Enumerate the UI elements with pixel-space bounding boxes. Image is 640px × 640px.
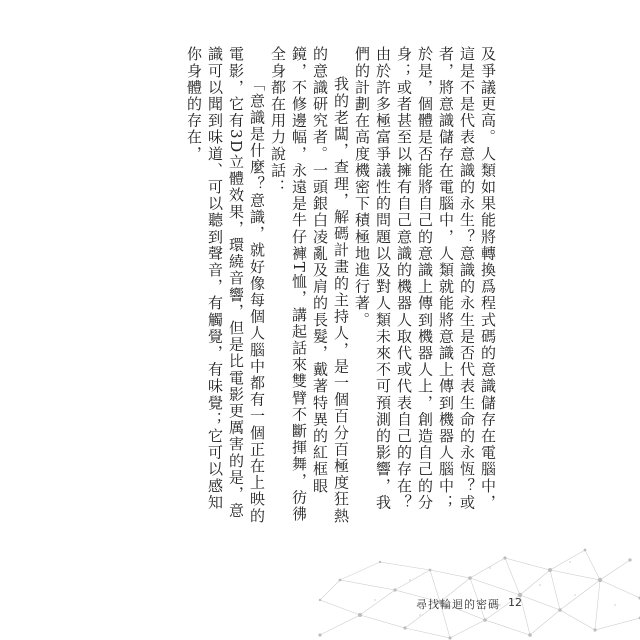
network-decoration xyxy=(300,540,640,640)
paragraph-3: 「意識是什麼？意識，就好像每個人腦中都有一個正在上映的電影，它有3D立體效果，環繞音響，但是比電影更厲害的是，意識可以聞到味道、可以聽到聲音，有觸覺，有味覺；它可以感知你身體的存在， xyxy=(185,46,266,525)
paragraph-2: 我的老闆，查理，解碼計畫的主持人，是一個百分百極度狂熱的意識研究者。一頭銀白凌亂及肩的長髮，戴著特異的紅框眼鏡，不修邊幅，永遠是牛仔褲T恤，講起話來雙臂不斷揮舞，彷彿全身都在用力說話： xyxy=(269,46,350,525)
running-title: 尋找輪迴的密碼 xyxy=(416,598,500,611)
paragraph-1: 及爭議更高。人類如果能將轉換爲程式碼的意識儲存在電腦中，這是不是代表意識的永生？意識的永生是否代表生命的永恆？或者，將意識儲存在電腦中，人類就能將意識上傳到機器人腦中；於是，個體是否能將自己的意識上傳到機器人上，創造自己的分身；或者甚至以擁有自己意識的機器人取代或代表自己的存在？由於許多極富爭議性的問題以及對人類未來不可預測的影響，我們的計劃在高度機密下積極地進行著。 xyxy=(353,46,497,511)
page-number: 12 xyxy=(508,596,522,609)
body-text xyxy=(168,46,498,526)
